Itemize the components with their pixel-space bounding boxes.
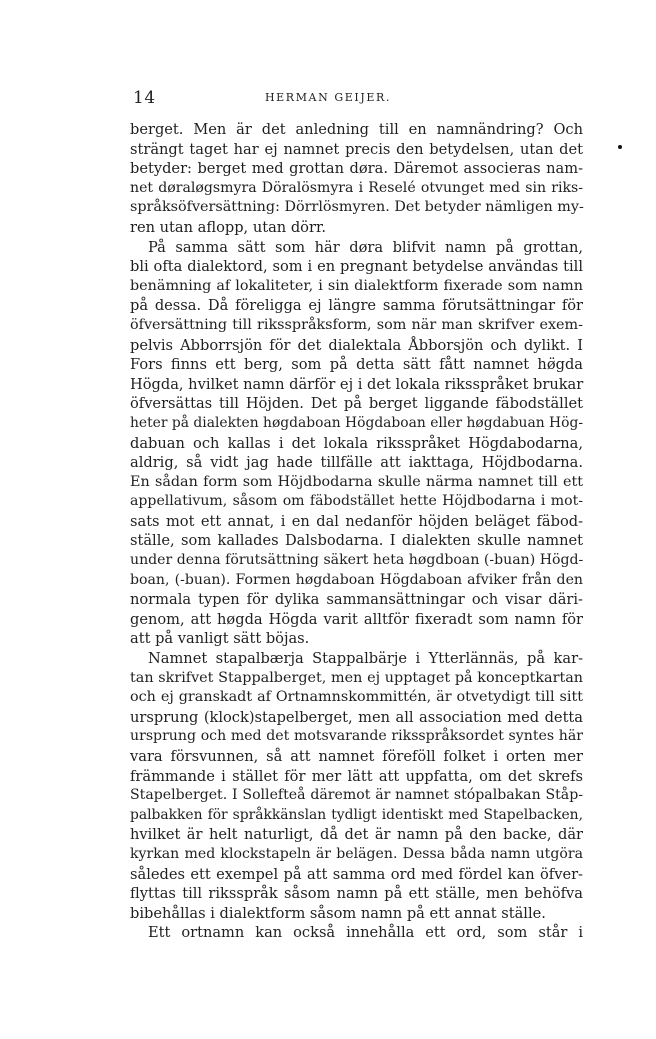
text-line: kyrkan med klockstapeln är belägen. Dessa båda namn utgöra — [130, 845, 583, 862]
text-line: språksöfversättning: Dörrlösmyren. Det betyder nämligen my- — [130, 199, 584, 216]
text-line: ställe, som kallades Dalsbodarna. I dialekten skulle namnet — [130, 532, 583, 550]
text-line: berget. Men är det anledning till en namnändring? Och — [130, 121, 583, 138]
body-text — [130, 120, 583, 943]
text-line: och ej granskadt af Ortnamnskommittén, är otvetydigt till sitt — [130, 689, 583, 706]
margin-dot-mark — [618, 145, 622, 149]
text-line: sats mot ett annat, i en dal nedanför höjden beläget fäbod- — [130, 512, 583, 530]
text-line: strängt taget har ej namnet precis den betydelsen, utan det — [130, 140, 583, 158]
text-line: En sådan form som Höjdbodarna skulle närma namnet till ett — [130, 473, 583, 490]
text-line: benämning af lokaliteter, i sin dialektform fixerade som namn — [130, 277, 583, 294]
text-line: öfversättning till riksspråksform, som när man skrifver exem- — [130, 316, 583, 333]
text-line: främmande i stället för mer lätt att uppfatta, om det skrefs — [130, 767, 583, 785]
text-line: pelvis Abborrsjön för det dialektala Åbborsjön och dylikt. I — [130, 336, 583, 354]
text-line: flyttas till riksspråk såsom namn på ett ställe, men behöfva — [130, 885, 583, 903]
text-line: öfversättas till Höjden. Det på berget liggande fäbodstället — [130, 395, 583, 413]
page-number: 14 — [133, 88, 156, 108]
text-line: på dessa. Då föreligga ej längre samma förutsättningar för — [130, 297, 583, 315]
text-line: hvilket är helt naturligt, då det är namn på den backe, där — [130, 826, 583, 844]
text-line: appellativum, såsom om fäbodstället hette Höjdbodarna i mot- — [130, 493, 583, 510]
text-line: att på vanligt sätt böjas. — [130, 630, 310, 648]
paragraph-start-line: På samma sätt som här døra blifvit namn på grottan, — [148, 238, 583, 256]
text-line: vara försvunnen, så att namnet föreföll folket i orten mer — [130, 748, 583, 765]
text-line: boan, (-buan). Formen høgdaboan Högdaboan afviker från den — [130, 571, 583, 588]
text-line: under denna förutsättning säkert heta høgdboan (-buan) Högd- — [130, 552, 584, 569]
text-line: Fors finns ett berg, som på detta sätt fått namnet hø̈gda — [130, 356, 583, 374]
text-line: net døraløgsmyra Döralösmyra i Reselé otvunget med sin riks- — [130, 179, 583, 196]
text-line: Högda, hvilket namn därför ej i det lokala riksspråket brukar — [130, 375, 584, 393]
text-line: dabuan och kallas i det lokala riksspråket Högdabodarna, — [130, 434, 583, 452]
text-line: tan skrifvet Stappalberget, men ej upptaget på konceptkartan — [130, 669, 583, 686]
running-head: HERMAN GEIJER. — [264, 91, 391, 104]
text-line: palbakken för språkkänslan tydligt identiskt med Stapelbacken, — [130, 806, 583, 823]
text-line: bibehållas i dialektform såsom namn på ett annat ställe. — [130, 904, 546, 922]
text-line: heter på dialekten høgdaboan Högdaboan eller høgdabuan Hög- — [130, 414, 583, 431]
text-line: bli ofta dialektord, som i en pregnant betydelse användas till — [130, 258, 583, 276]
text-line: således ett exempel på att samma ord med fördel kan öfver- — [130, 865, 583, 883]
paragraph-start-line: Namnet stapalbærja Stappalbärje i Ytterlännäs, på kar- — [148, 650, 583, 668]
paragraph-start-line: Ett ortnamn kan också innehålla ett ord, som står i — [148, 924, 583, 942]
text-line: normala typen för dylika sammansättningar och visar däri- — [130, 591, 583, 609]
text-line: ursprung och med det motsvarande riksspråksordet syntes här — [130, 728, 583, 745]
text-line: ursprung (klock)stapelberget, men all association med detta — [130, 708, 583, 726]
text-line: Stapelberget. I Sollefteå däremot är namnet stópalbakan Ståp- — [130, 787, 583, 804]
text-line: genom, att høgda Högda varit alltför fixeradt som namn för — [130, 610, 583, 628]
text-line: aldrig, så vidt jag hade tillfälle att iakttaga, Höjdbodarna. — [130, 454, 583, 472]
text-line: ren utan aflopp, utan dörr. — [130, 218, 326, 236]
text-line: betyder: berget med grottan døra. Däremot associeras nam- — [130, 160, 583, 178]
